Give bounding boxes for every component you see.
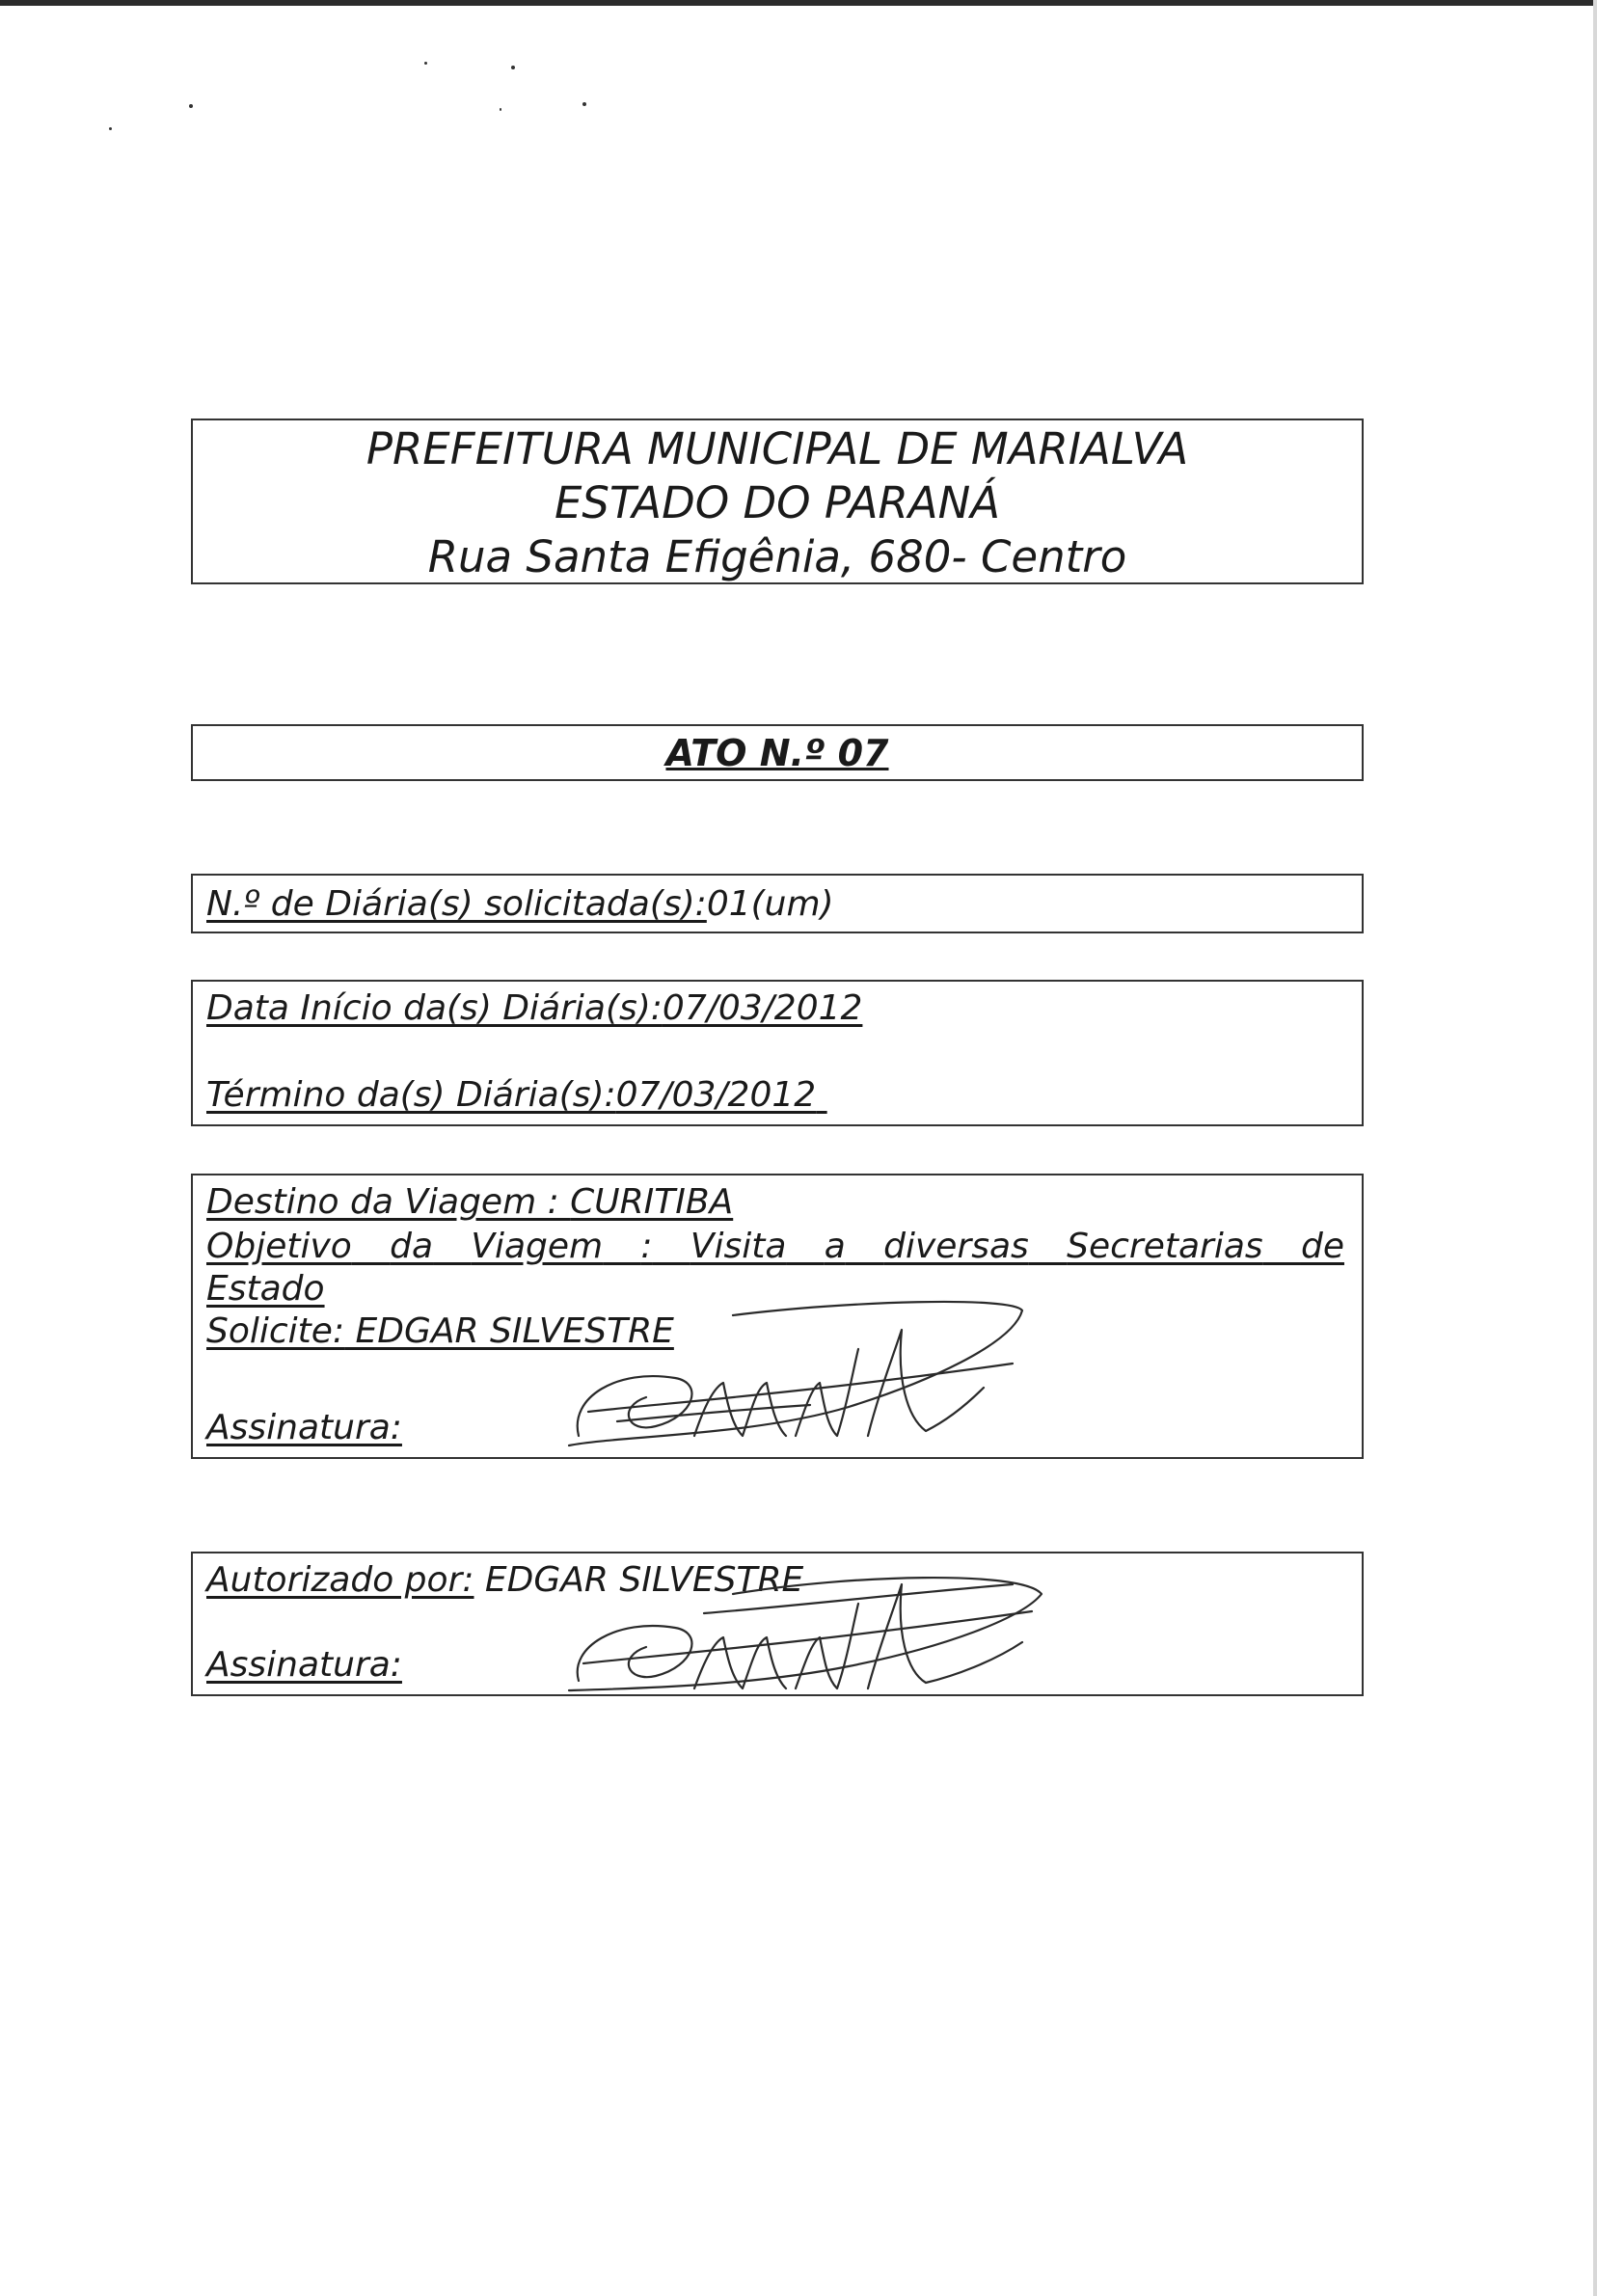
end-date-label: Término da(s) Diária(s): xyxy=(206,1075,616,1115)
state-name: ESTADO DO PARANÁ xyxy=(554,477,1001,528)
objective-word: de xyxy=(1300,1227,1344,1266)
signature-stroke xyxy=(868,1330,984,1436)
end-date-value: 07/03/2012 xyxy=(615,1075,817,1115)
scan-speck xyxy=(511,66,515,69)
scan-speck xyxy=(500,108,501,111)
authorizer-signature-line xyxy=(206,1644,402,1687)
letterhead-box xyxy=(191,419,1364,584)
dates-box xyxy=(191,980,1364,1126)
scan-speck xyxy=(424,62,427,65)
daily-count-value: 01(um) xyxy=(706,884,834,924)
signature-stroke xyxy=(796,1349,858,1436)
daily-count-box xyxy=(191,874,1364,933)
authorized-by-label: Autorizado por: xyxy=(206,1560,474,1600)
authorizer-signature xyxy=(559,1555,1080,1696)
objective-continuation: Estado xyxy=(206,1269,325,1309)
requester-name: EDGAR SILVESTRE xyxy=(344,1311,674,1351)
signature-stroke xyxy=(569,1578,1042,1690)
destination-label: Destino da Viagem : xyxy=(206,1182,571,1222)
signature-stroke xyxy=(617,1405,810,1421)
objective-line xyxy=(206,1226,1344,1268)
objective-word: Visita xyxy=(690,1227,787,1266)
end-date-fill-line xyxy=(816,1074,893,1117)
act-title: ATO N.º 07 xyxy=(665,732,889,774)
authorization-box xyxy=(191,1552,1364,1696)
start-date-line xyxy=(206,987,862,1030)
address: Rua Santa Efigênia, 680- Centro xyxy=(427,531,1127,582)
signature-stroke xyxy=(569,1302,1022,1445)
scan-speck xyxy=(109,127,112,130)
destination-value: CURITIBA xyxy=(570,1182,734,1222)
scan-top-edge xyxy=(0,0,1597,6)
end-date-line xyxy=(206,1074,893,1117)
requester-signature xyxy=(559,1291,1080,1455)
act-title-box xyxy=(191,724,1364,781)
municipality-name: PREFEITURA MUNICIPAL DE MARIALVA xyxy=(365,423,1189,474)
daily-count-line xyxy=(206,883,834,926)
start-date-value: 07/03/2012 xyxy=(662,988,863,1028)
requester-label: Solicite: xyxy=(206,1311,345,1351)
objective-word: diversas xyxy=(883,1227,1029,1266)
objective-word: Viagem xyxy=(471,1227,604,1266)
scan-speck xyxy=(582,102,586,106)
objective-word: Secretarias xyxy=(1067,1227,1263,1266)
objective-continuation-line xyxy=(206,1268,325,1310)
objective-word: : xyxy=(640,1227,653,1266)
start-date-label: Data Início da(s) Diária(s): xyxy=(206,988,663,1028)
objective-word: a xyxy=(824,1227,846,1266)
objective-word: Objetivo xyxy=(206,1227,352,1266)
signature-stroke xyxy=(704,1584,1013,1613)
trip-details-box xyxy=(191,1174,1364,1459)
signature-stroke xyxy=(796,1604,858,1688)
daily-count-label: N.º de Diária(s) solicitada(s): xyxy=(206,884,707,924)
objective-word: da xyxy=(390,1227,434,1266)
signature-stroke xyxy=(588,1364,1013,1412)
authorized-by-name: EDGAR SILVESTRE xyxy=(474,1560,804,1600)
destination-line xyxy=(206,1181,733,1224)
scan-right-edge xyxy=(1593,0,1597,2296)
requester-signature-label: Assinatura: xyxy=(206,1408,402,1447)
signature-stroke xyxy=(868,1584,1022,1688)
authorizer-signature-label: Assinatura: xyxy=(206,1645,402,1685)
scan-speck xyxy=(189,104,193,108)
requester-signature-line xyxy=(206,1407,402,1449)
